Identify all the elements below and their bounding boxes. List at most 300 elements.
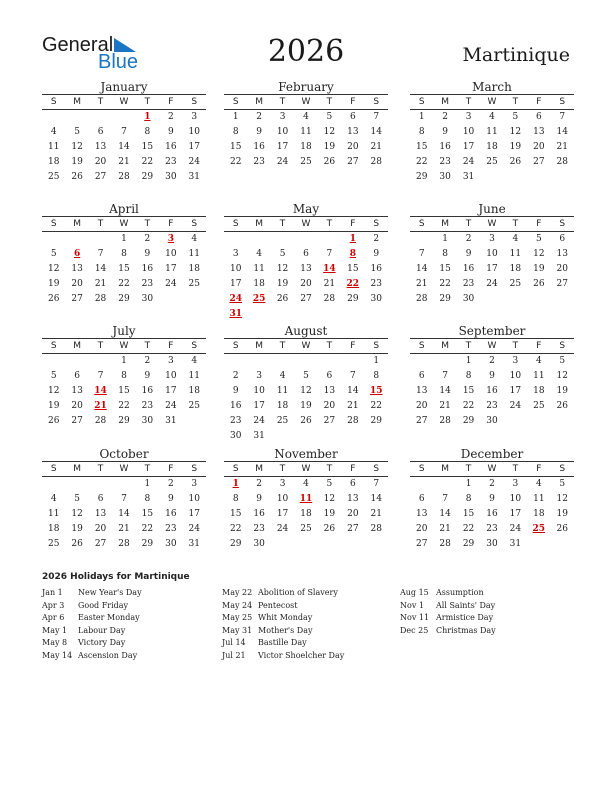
day-cell: 15: [118, 386, 130, 396]
day-cell: 30: [462, 294, 475, 304]
weekday-label: S: [232, 97, 239, 107]
day-cell: 22: [462, 401, 475, 411]
weekday-label: W: [487, 464, 497, 474]
day-cell: [224, 232, 247, 247]
weekday-label: S: [373, 341, 380, 351]
day-cell: 23: [462, 279, 475, 289]
weekday-label: T: [144, 97, 151, 107]
day-cell: 13: [533, 127, 545, 137]
day-cell: 27: [323, 416, 336, 426]
week-row: [42, 125, 206, 140]
day-cell: 4: [489, 112, 495, 122]
day-cell: 7: [121, 127, 127, 137]
holiday-date: Apr 6: [42, 613, 65, 622]
week-row: [410, 492, 574, 507]
day-cell: 13: [556, 249, 568, 259]
day-cell: [294, 354, 317, 369]
weekday-label: F: [536, 341, 542, 351]
holiday-name: Armistice Day: [436, 613, 494, 622]
day-cell: 24: [509, 524, 522, 534]
day-cell: 10: [462, 127, 475, 137]
day-cell: 2: [232, 371, 239, 381]
month-july: [42, 324, 206, 429]
day-cell: [112, 110, 135, 125]
day-cell: 25: [188, 279, 200, 289]
weekday-label: W: [119, 219, 129, 229]
day-cell: 17: [188, 509, 200, 519]
day-cell: 8: [232, 127, 239, 137]
day-cell: 10: [188, 494, 200, 504]
day-cell: [365, 307, 388, 322]
day-cell: 30: [253, 539, 265, 549]
week-row: [224, 125, 388, 140]
day-cell: 16: [165, 142, 177, 152]
day-cell: [42, 477, 65, 492]
day-cell: 29: [415, 172, 428, 182]
day-cell: 9: [489, 371, 495, 381]
weekday-label: T: [465, 97, 472, 107]
day-cell: 21: [370, 509, 382, 519]
weekday-label: S: [50, 219, 57, 229]
day-cell: 24: [276, 524, 289, 534]
weekday-label: M: [255, 464, 264, 474]
day-cell: 17: [165, 264, 177, 274]
weekday-label: M: [255, 219, 264, 229]
weekday-label: S: [50, 341, 57, 351]
holiday-date: May 8: [42, 638, 68, 647]
weekday-label: F: [168, 219, 174, 229]
day-cell: 5: [535, 234, 542, 244]
day-cell: 22: [415, 157, 428, 167]
day-cell: [318, 307, 341, 322]
day-cell: 4: [303, 479, 309, 489]
month-april: [42, 202, 206, 307]
weekday-header: [224, 94, 388, 110]
day-cell: [65, 354, 88, 369]
day-cell: 17: [165, 386, 177, 396]
weekday-label: T: [512, 97, 519, 107]
day-cell: 6: [97, 494, 104, 504]
day-cell: 21: [94, 279, 107, 289]
weekday-label: F: [350, 97, 356, 107]
holiday-entry: [42, 587, 142, 600]
day-cell: 15: [118, 264, 130, 274]
day-cell: [341, 307, 364, 322]
day-cell: 10: [165, 371, 177, 381]
holiday-date: May 24: [222, 600, 253, 610]
day-cell: 7: [442, 371, 448, 381]
day-cell: 28: [415, 294, 428, 304]
day-cell: 14: [556, 127, 568, 137]
week-row: [42, 277, 206, 292]
day-cell: 8: [144, 127, 151, 137]
day-cell: 18: [300, 142, 312, 152]
day-cell: 26: [300, 416, 312, 426]
day-cell: 11: [253, 264, 265, 274]
day-cell: 25: [188, 401, 200, 411]
day-cell: 7: [121, 494, 127, 504]
holiday-day-cell: 3: [167, 234, 174, 244]
holiday-entry: [222, 587, 344, 600]
weekday-label: S: [373, 97, 380, 107]
day-cell: 11: [533, 371, 545, 381]
day-cell: 3: [232, 249, 239, 259]
day-cell: 8: [144, 494, 151, 504]
week-row: [224, 110, 388, 125]
holiday-entry: [222, 637, 344, 650]
day-cell: 6: [535, 112, 542, 122]
holiday-column: [400, 587, 496, 637]
day-cell: 24: [165, 401, 177, 411]
day-cell: 10: [276, 127, 289, 137]
weekday-label: M: [441, 341, 450, 351]
day-cell: 24: [462, 157, 475, 167]
holiday-entry: [42, 625, 142, 638]
day-cell: 11: [276, 386, 289, 396]
weekday-header: [410, 461, 574, 477]
day-cell: 29: [118, 294, 130, 304]
day-cell: 28: [370, 524, 382, 534]
weekday-label: S: [232, 341, 239, 351]
day-cell: 15: [141, 142, 154, 152]
day-cell: 25: [509, 279, 522, 289]
day-cell: 14: [439, 509, 451, 519]
weekday-label: F: [350, 341, 356, 351]
day-cell: 23: [165, 157, 177, 167]
day-cell: 14: [370, 494, 382, 504]
week-row: [42, 522, 206, 537]
day-cell: 21: [347, 401, 359, 411]
weekday-header: [224, 338, 388, 354]
day-cell: 19: [47, 401, 60, 411]
day-cell: 1: [465, 479, 472, 489]
day-cell: [294, 232, 317, 247]
day-cell: 28: [94, 294, 107, 304]
day-cell: 19: [556, 386, 568, 396]
day-cell: 4: [50, 127, 57, 137]
day-cell: 19: [323, 142, 336, 152]
holiday-day-cell: 1: [144, 112, 151, 122]
week-row: [410, 477, 574, 492]
day-cell: 20: [415, 401, 428, 411]
holiday-day-cell: 14: [323, 264, 336, 274]
day-cell: [224, 354, 247, 369]
day-cell: 13: [323, 386, 336, 396]
day-cell: 23: [486, 401, 498, 411]
day-cell: [65, 232, 88, 247]
day-cell: 6: [97, 127, 104, 137]
day-cell: 14: [370, 127, 382, 137]
day-cell: 27: [415, 539, 428, 549]
holiday-date: Jul 14: [222, 638, 246, 647]
day-cell: 18: [188, 264, 200, 274]
day-cell: 26: [533, 279, 545, 289]
day-cell: [551, 292, 574, 307]
day-cell: [433, 477, 456, 492]
weekday-label: W: [119, 97, 129, 107]
holiday-date: Nov 11: [400, 613, 430, 622]
day-cell: 3: [489, 234, 495, 244]
day-cell: 9: [256, 127, 262, 137]
day-cell: [112, 477, 135, 492]
day-cell: [247, 354, 270, 369]
day-cell: [183, 414, 206, 429]
week-row: [410, 522, 574, 537]
day-cell: 11: [188, 371, 200, 381]
day-cell: 12: [276, 264, 289, 274]
day-cell: 15: [462, 509, 475, 519]
day-cell: [89, 232, 112, 247]
week-row: [224, 277, 388, 292]
holiday-name: Mother's Day: [258, 625, 313, 635]
day-cell: 10: [188, 127, 200, 137]
day-cell: [504, 292, 527, 307]
week-row: [410, 369, 574, 384]
day-cell: 15: [141, 509, 154, 519]
week-row: [410, 170, 574, 185]
calendar-year: 2026: [267, 34, 345, 69]
day-cell: 4: [512, 234, 519, 244]
day-cell: 31: [462, 172, 475, 182]
weekday-label: T: [465, 464, 472, 474]
day-cell: [89, 354, 112, 369]
weekday-label: T: [465, 219, 472, 229]
day-cell: 12: [71, 142, 83, 152]
day-cell: 5: [512, 112, 519, 122]
weekday-label: S: [559, 341, 566, 351]
weekday-label: S: [191, 341, 198, 351]
weekday-label: T: [279, 219, 286, 229]
day-cell: [271, 232, 294, 247]
day-cell: 8: [232, 494, 239, 504]
day-cell: 4: [535, 479, 542, 489]
day-cell: 12: [47, 386, 60, 396]
day-cell: 5: [559, 356, 566, 366]
month-title: July: [112, 324, 136, 338]
holiday-date: Jan 1: [42, 588, 63, 597]
weekday-label: F: [168, 341, 174, 351]
day-cell: 26: [556, 524, 568, 534]
day-cell: 15: [229, 142, 242, 152]
day-cell: 24: [276, 157, 289, 167]
day-cell: [159, 292, 182, 307]
week-row: [224, 414, 388, 429]
day-cell: 4: [535, 356, 542, 366]
weekday-label: M: [441, 464, 450, 474]
weekday-label: S: [232, 219, 239, 229]
day-cell: 26: [276, 294, 289, 304]
week-row: [42, 477, 206, 492]
day-cell: 9: [167, 494, 174, 504]
week-row: [42, 537, 206, 552]
holiday-day-cell: 22: [346, 279, 360, 289]
holiday-entry: [400, 625, 496, 638]
day-cell: 9: [144, 249, 151, 259]
day-cell: 14: [347, 386, 359, 396]
day-cell: [271, 354, 294, 369]
day-cell: 6: [74, 371, 80, 381]
weekday-label: F: [536, 464, 542, 474]
day-cell: 18: [509, 264, 522, 274]
weekday-label: F: [536, 219, 542, 229]
day-cell: 9: [232, 386, 239, 396]
holiday-name: Bastille Day: [258, 638, 307, 647]
holiday-day-cell: 21: [94, 401, 107, 411]
month-march: [410, 80, 574, 185]
day-cell: 1: [121, 356, 127, 366]
week-row: [410, 399, 574, 414]
weekday-header: [42, 461, 206, 477]
holiday-day-cell: 1: [232, 479, 239, 489]
day-cell: [294, 537, 317, 552]
week-row: [42, 492, 206, 507]
day-cell: [410, 232, 433, 247]
day-cell: 31: [188, 539, 200, 549]
weekday-label: M: [255, 341, 264, 351]
holiday-name: Ascension Day: [78, 650, 138, 660]
holiday-date: Apr 3: [42, 600, 65, 610]
day-cell: 8: [373, 371, 380, 381]
day-cell: 19: [323, 509, 336, 519]
day-cell: 5: [50, 249, 57, 259]
holiday-date: Aug 15: [400, 588, 429, 597]
weekday-label: S: [559, 464, 566, 474]
logo-triangle-icon: [114, 38, 136, 52]
holiday-day-cell: 14: [94, 386, 107, 396]
day-cell: 25: [300, 524, 312, 534]
day-cell: 24: [165, 279, 177, 289]
holiday-name: New Year's Day: [78, 588, 142, 597]
day-cell: 7: [373, 479, 380, 489]
day-cell: 26: [323, 524, 336, 534]
weekday-label: T: [279, 464, 286, 474]
month-january: [42, 80, 206, 185]
day-cell: 26: [509, 157, 522, 167]
day-cell: 13: [415, 509, 428, 519]
day-cell: 31: [188, 172, 200, 182]
day-cell: 24: [509, 401, 522, 411]
day-cell: 20: [71, 401, 83, 411]
day-cell: 7: [373, 112, 380, 122]
weekday-label: M: [73, 219, 82, 229]
day-cell: 14: [439, 386, 451, 396]
holiday-entry: [42, 600, 142, 613]
day-cell: 18: [253, 279, 265, 289]
weekday-header: [224, 461, 388, 477]
day-cell: 7: [97, 249, 104, 259]
week-row: [42, 232, 206, 247]
weekday-label: M: [441, 219, 450, 229]
day-cell: 24: [253, 416, 265, 426]
month-may: [224, 202, 388, 322]
week-row: [42, 140, 206, 155]
day-cell: 2: [489, 356, 495, 366]
day-cell: 25: [486, 157, 498, 167]
day-cell: 6: [418, 371, 425, 381]
weekday-header: [410, 338, 574, 354]
day-cell: 27: [94, 172, 107, 182]
holiday-name: Pentecost: [258, 600, 298, 610]
weekday-header: [224, 216, 388, 232]
weekday-label: F: [168, 464, 174, 474]
day-cell: 18: [188, 386, 200, 396]
day-cell: 15: [462, 386, 475, 396]
day-cell: 23: [439, 157, 451, 167]
day-cell: [271, 537, 294, 552]
weekday-label: F: [350, 464, 356, 474]
weekday-label: W: [119, 341, 129, 351]
weekday-header: [410, 216, 574, 232]
week-row: [224, 247, 388, 262]
day-cell: 7: [97, 371, 104, 381]
day-cell: 18: [300, 509, 312, 519]
day-cell: 13: [347, 494, 359, 504]
weekday-label: S: [418, 97, 425, 107]
holiday-date: Nov 1: [400, 600, 424, 610]
day-cell: 2: [256, 479, 262, 489]
weekday-label: T: [97, 219, 104, 229]
week-row: [410, 140, 574, 155]
holiday-day-cell: 25: [532, 524, 546, 534]
day-cell: 14: [415, 264, 428, 274]
day-cell: 20: [300, 279, 312, 289]
day-cell: 19: [276, 279, 289, 289]
day-cell: 18: [486, 142, 498, 152]
weekday-label: S: [559, 219, 566, 229]
day-cell: 31: [165, 416, 177, 426]
week-row: [42, 292, 206, 307]
day-cell: 7: [559, 112, 566, 122]
holiday-name: Good Friday: [78, 600, 129, 610]
month-august: [224, 324, 388, 444]
day-cell: 16: [165, 509, 177, 519]
day-cell: 8: [121, 249, 127, 259]
day-cell: [365, 429, 388, 444]
day-cell: 23: [253, 157, 265, 167]
week-row: [410, 277, 574, 292]
holiday-entry: [42, 612, 142, 625]
day-cell: [527, 292, 550, 307]
day-cell: 15: [347, 264, 359, 274]
weekday-label: M: [73, 97, 82, 107]
weekday-label: S: [418, 219, 425, 229]
day-cell: 29: [229, 539, 242, 549]
week-row: [410, 354, 574, 369]
day-cell: 3: [279, 479, 286, 489]
weekday-label: W: [487, 97, 497, 107]
weekday-label: T: [97, 97, 104, 107]
day-cell: [504, 414, 527, 429]
holiday-list: [42, 572, 582, 660]
day-cell: 26: [323, 157, 336, 167]
weekday-label: M: [73, 341, 82, 351]
country-name: Martinique: [462, 44, 570, 66]
day-cell: 25: [533, 401, 545, 411]
day-cell: 3: [167, 356, 174, 366]
week-row: [410, 262, 574, 277]
day-cell: 28: [118, 539, 130, 549]
weekday-label: S: [50, 97, 57, 107]
day-cell: 9: [144, 371, 151, 381]
day-cell: 18: [533, 509, 545, 519]
day-cell: 3: [191, 112, 198, 122]
day-cell: 29: [462, 539, 475, 549]
day-cell: 17: [509, 386, 522, 396]
day-cell: 6: [349, 112, 356, 122]
month-title: February: [278, 80, 334, 94]
weekday-label: T: [512, 219, 519, 229]
day-cell: [89, 110, 112, 125]
